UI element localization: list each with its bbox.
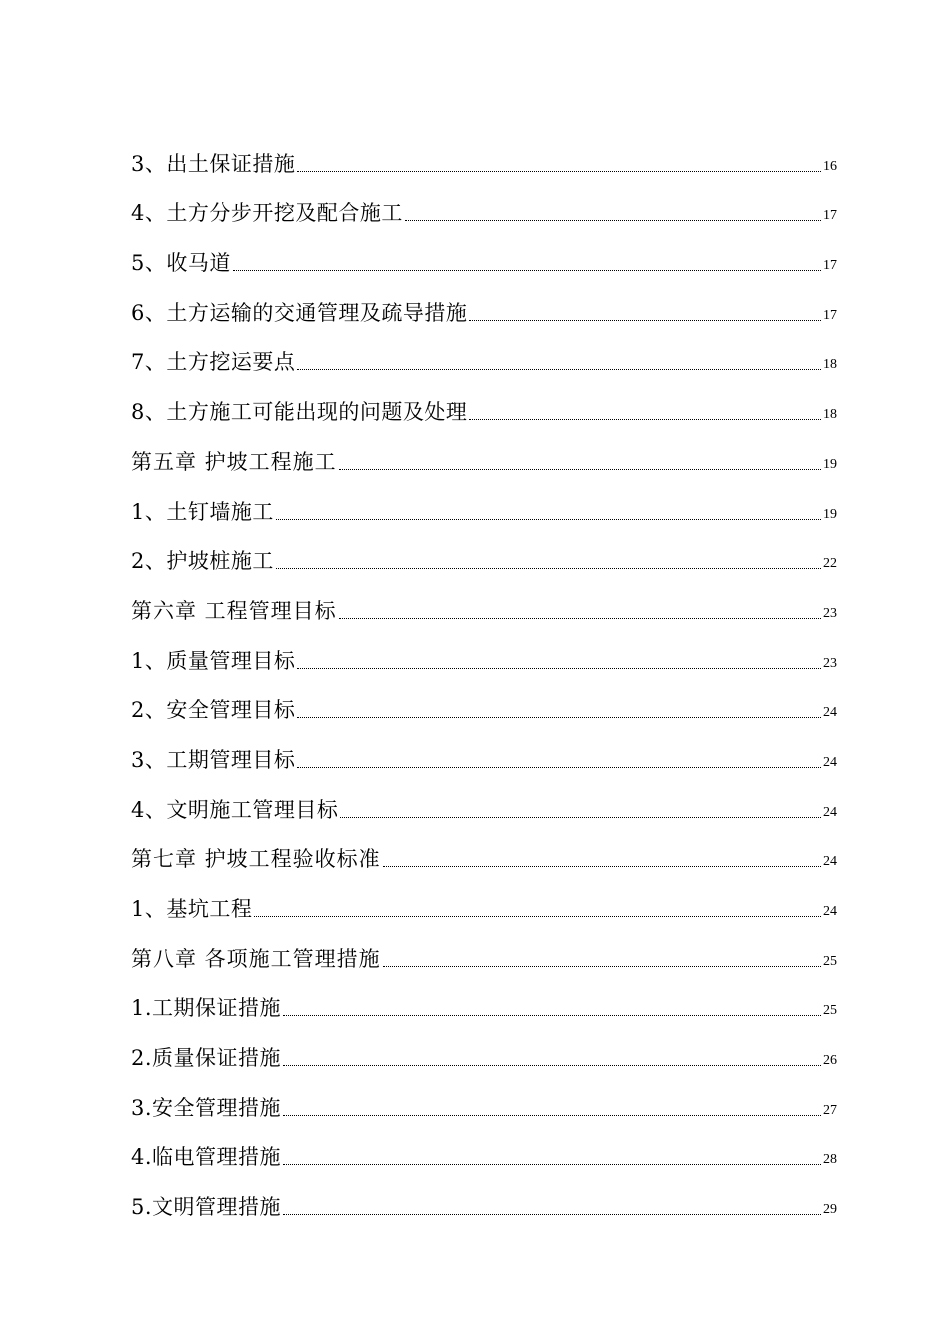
- toc-entry-page: 22: [823, 556, 837, 572]
- toc-entry-page: 19: [823, 506, 837, 522]
- toc-chapter-entry[interactable]: [131, 426, 837, 476]
- toc-leader-dots: [469, 419, 821, 420]
- toc-entry[interactable]: [131, 526, 837, 576]
- toc-entry[interactable]: [131, 675, 837, 725]
- toc-entry-page: 28: [823, 1152, 837, 1168]
- toc-entry-page: 25: [823, 1003, 837, 1019]
- toc-entry[interactable]: [131, 277, 837, 327]
- toc-entry-page: 24: [823, 705, 837, 721]
- toc-entry-title: 1.工期保证措施: [131, 996, 282, 1021]
- toc-leader-dots: [283, 1164, 821, 1165]
- toc-leader-dots: [297, 767, 821, 768]
- toc-chapter-entry[interactable]: [131, 575, 837, 625]
- toc-entry[interactable]: [131, 178, 837, 228]
- toc-leader-dots: [297, 668, 821, 669]
- toc-leader-dots: [276, 568, 821, 569]
- toc-entry[interactable]: [131, 625, 837, 675]
- toc-entry-page: 18: [823, 357, 837, 373]
- toc-leader-dots: [405, 220, 821, 221]
- toc-leader-dots: [276, 519, 821, 520]
- toc-chapter-entry[interactable]: [131, 824, 837, 874]
- toc-leader-dots: [283, 1065, 821, 1066]
- toc-entry[interactable]: [131, 476, 837, 526]
- toc-leader-dots: [340, 817, 821, 818]
- toc-entry[interactable]: [131, 973, 837, 1023]
- toc-entry[interactable]: [131, 1122, 837, 1172]
- toc-entry-page: 24: [823, 804, 837, 820]
- toc-entry-page: 24: [823, 854, 837, 870]
- toc-entry-title: 3、工期管理目标: [131, 747, 296, 772]
- toc-entry-title: 1、基坑工程: [131, 897, 253, 921]
- toc-entry-title: 4.临电管理措施: [131, 1145, 282, 1170]
- toc-leader-dots: [283, 1115, 821, 1116]
- toc-entry-page: 25: [823, 953, 837, 969]
- toc-leader-dots: [469, 320, 821, 321]
- toc-leader-dots: [297, 171, 821, 172]
- toc-entry-page: 17: [823, 307, 837, 323]
- toc-chapter-title: 第七章 护坡工程验收标准: [131, 847, 381, 872]
- toc-entry-title: 2、安全管理目标: [131, 698, 296, 723]
- toc-entry-title: 5、收马道: [131, 251, 231, 276]
- toc-entry-title: 2、护坡桩施工: [131, 549, 274, 574]
- toc-entry[interactable]: [131, 376, 837, 426]
- toc-leader-dots: [254, 916, 821, 917]
- toc-entry-title: 4、土方分步开挖及配合施工: [131, 201, 403, 226]
- toc-entry[interactable]: [131, 128, 837, 178]
- toc-entry-page: 17: [823, 208, 837, 224]
- toc-entry-title: 1、土钉墙施工: [131, 499, 274, 524]
- toc-chapter-title: 第六章 工程管理目标: [131, 598, 337, 623]
- toc-leader-dots: [383, 866, 821, 867]
- toc-entry[interactable]: [131, 1171, 837, 1221]
- toc-entry-page: 17: [823, 258, 837, 274]
- toc-entry-title: 6、土方运输的交通管理及疏导措施: [131, 300, 468, 325]
- toc-entry-page: 23: [823, 655, 837, 671]
- toc-entry-title: 1、质量管理目标: [131, 648, 296, 673]
- toc-entry-page: 29: [823, 1202, 837, 1218]
- toc-entry-page: 24: [823, 754, 837, 770]
- toc-entry-page: 27: [823, 1102, 837, 1118]
- toc-entry[interactable]: [131, 227, 837, 277]
- toc-entry-page: 16: [823, 158, 837, 174]
- toc-entry-page: 23: [823, 605, 837, 621]
- toc-entry[interactable]: [131, 873, 837, 923]
- toc-entry[interactable]: [131, 774, 837, 824]
- toc-chapter-title: 第五章 护坡工程施工: [131, 449, 337, 474]
- toc-leader-dots: [283, 1214, 821, 1215]
- table-of-contents: [131, 128, 837, 1221]
- toc-entry-page: 18: [823, 407, 837, 423]
- toc-entry-title: 4、文明施工管理目标: [131, 797, 339, 822]
- toc-leader-dots: [383, 966, 821, 967]
- toc-entry[interactable]: [131, 327, 837, 377]
- toc-leader-dots: [283, 1015, 821, 1016]
- toc-entry-page: 24: [823, 904, 837, 919]
- toc-chapter-entry[interactable]: [131, 923, 837, 973]
- toc-entry[interactable]: [131, 724, 837, 774]
- toc-leader-dots: [339, 618, 821, 619]
- toc-entry-title: 5.文明管理措施: [131, 1195, 282, 1220]
- toc-entry-page: 19: [823, 456, 837, 472]
- toc-chapter-title: 第八章 各项施工管理措施: [131, 946, 381, 971]
- toc-leader-dots: [297, 369, 821, 370]
- toc-leader-dots: [339, 469, 821, 470]
- toc-entry-title: 3、出土保证措施: [131, 151, 296, 176]
- toc-leader-dots: [297, 717, 821, 718]
- toc-leader-dots: [233, 270, 821, 271]
- toc-entry-page: 26: [823, 1053, 837, 1069]
- toc-entry-title: 2.质量保证措施: [131, 1046, 282, 1071]
- toc-entry-title: 7、土方挖运要点: [131, 350, 296, 375]
- toc-entry[interactable]: [131, 1072, 837, 1122]
- toc-entry-title: 8、土方施工可能出现的问题及处理: [131, 400, 468, 425]
- toc-entry-title: 3.安全管理措施: [131, 1095, 282, 1120]
- toc-entry[interactable]: [131, 1022, 837, 1072]
